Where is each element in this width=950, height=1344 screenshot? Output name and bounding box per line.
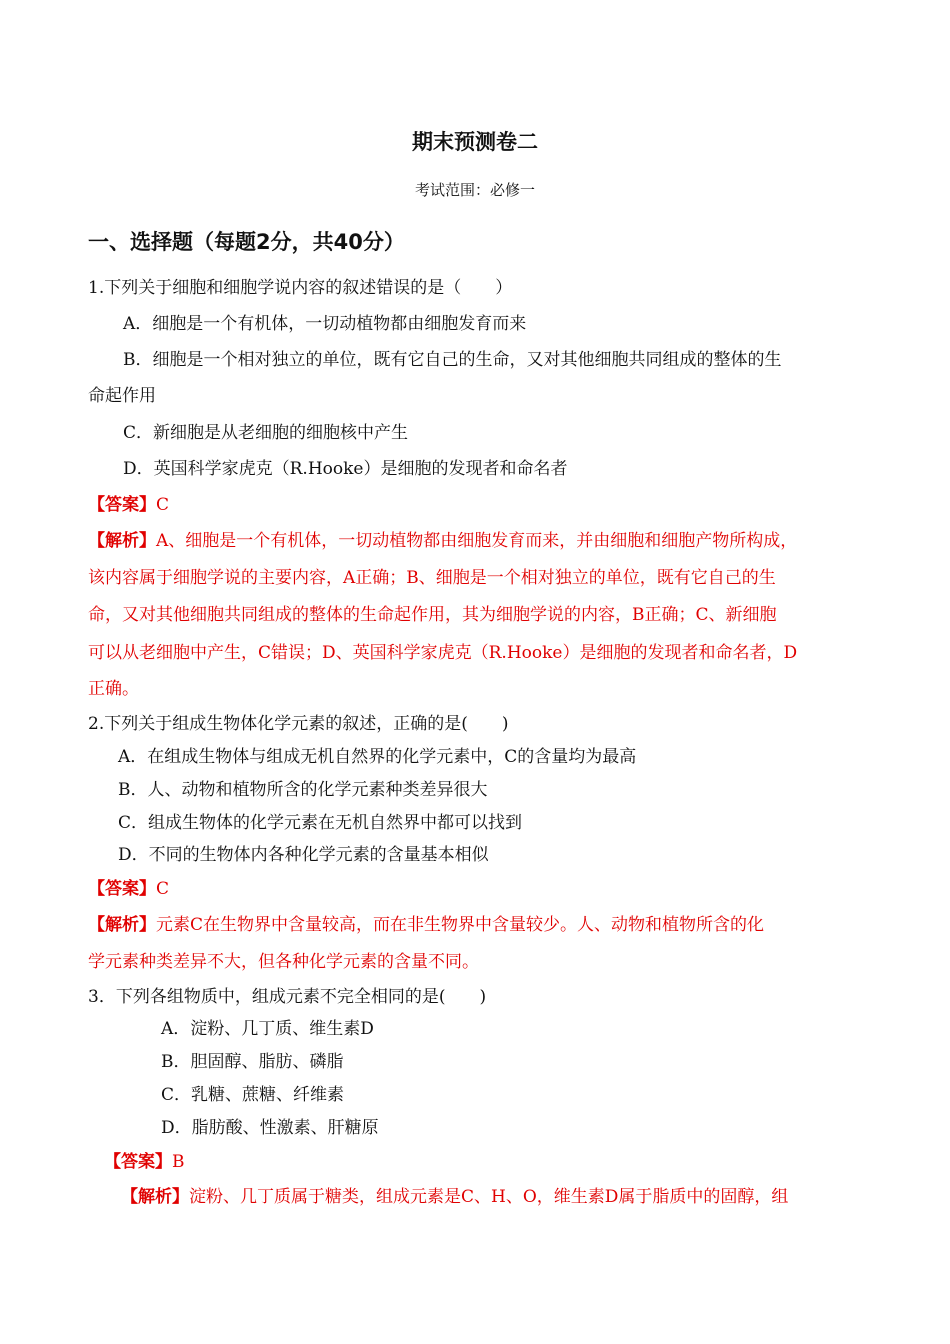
q3-option-b: B．胆固醇、脂肪、磷脂 [161,1052,344,1072]
exam-scope: 考试范围：必修一 [414,181,535,199]
answer-label: 【答案】 [88,495,156,515]
q3-analysis-text: 淀粉、几丁质属于糖类，组成元素是C、H、O，维生素D属于脂质中的固醇，组 [189,1187,789,1207]
q2-option-c: C．组成生物体的化学元素在无机自然界中都可以找到 [118,813,523,833]
q2-option-d: D．不同的生物体内各种化学元素的含量基本相似 [118,845,489,865]
q1-answer-value: C [156,495,170,515]
q1-analysis-line: 该内容属于细胞学说的主要内容，A正确；B、细胞是一个相对独立的单位，既有它自己的生 [88,568,776,588]
q1-analysis-text: A、细胞是一个有机体，一切动植物都由细胞发育而来，并由细胞和细胞产物所构成， [156,531,798,551]
q2-stem: 2.下列关于组成生物体化学元素的叙述，正确的是( ) [88,714,509,734]
section-heading: 一、选择题（每题2分，共40分） [88,230,405,254]
q3-answer-value: B [172,1152,185,1172]
q1-analysis-line: 命，又对其他细胞共同组成的整体的生命起作用，其为细胞学说的内容，B正确；C、新细胞 [88,605,777,625]
q3-analysis [121,1185,788,1209]
q1-option-b: B．细胞是一个相对独立的单位，既有它自己的生命，又对其他细胞共同组成的整体的生 [123,350,782,370]
q3-answer [104,1150,185,1174]
q2-analysis-text: 元素C在生物界中含量较高，而在非生物界中含量较少。人、动物和植物所含的化 [156,915,765,935]
q2-option-b: B．人、动物和植物所含的化学元素种类差异很大 [118,780,488,800]
page-title: 期末预测卷二 [412,130,538,154]
answer-label: 【答案】 [88,879,156,899]
q1-option-a: A．细胞是一个有机体，一切动植物都由细胞发育而来 [123,314,527,334]
q1-option-d: D．英国科学家虎克（R.Hooke）是细胞的发现者和命名者 [123,459,568,479]
q2-option-a: A．在组成生物体与组成无机自然界的化学元素中，C的含量均为最高 [118,747,637,767]
q3-stem: 3．下列各组物质中，组成元素不完全相同的是( ) [88,987,487,1007]
q1-analysis-line: 可以从老细胞中产生，C错误；D、英国科学家虎克（R.Hooke）是细胞的发现者和命名者，D [88,643,798,663]
analysis-label: 【解析】 [121,1187,189,1207]
q3-option-d: D．脂肪酸、性激素、肝糖原 [161,1118,379,1138]
q2-analysis [88,913,764,937]
q2-answer-value: C [156,879,170,899]
q1-option-b-cont: 命起作用 [88,386,156,406]
q1-stem: 1.下列关于细胞和细胞学说内容的叙述错误的是（ ） [88,278,513,298]
analysis-label: 【解析】 [88,915,156,935]
q3-option-c: C．乳糖、蔗糖、纤维素 [161,1085,345,1105]
q1-analysis [88,529,797,553]
analysis-label: 【解析】 [88,531,156,551]
q1-analysis-line: 正确。 [88,679,139,699]
q2-analysis-line: 学元素种类差异不大，但各种化学元素的含量不同。 [88,952,479,972]
q1-option-c: C．新细胞是从老细胞的细胞核中产生 [123,423,409,443]
q2-answer [88,877,169,901]
q3-option-a: A．淀粉、几丁质、维生素D [161,1019,374,1039]
answer-label: 【答案】 [104,1152,172,1172]
q1-answer [88,493,169,517]
